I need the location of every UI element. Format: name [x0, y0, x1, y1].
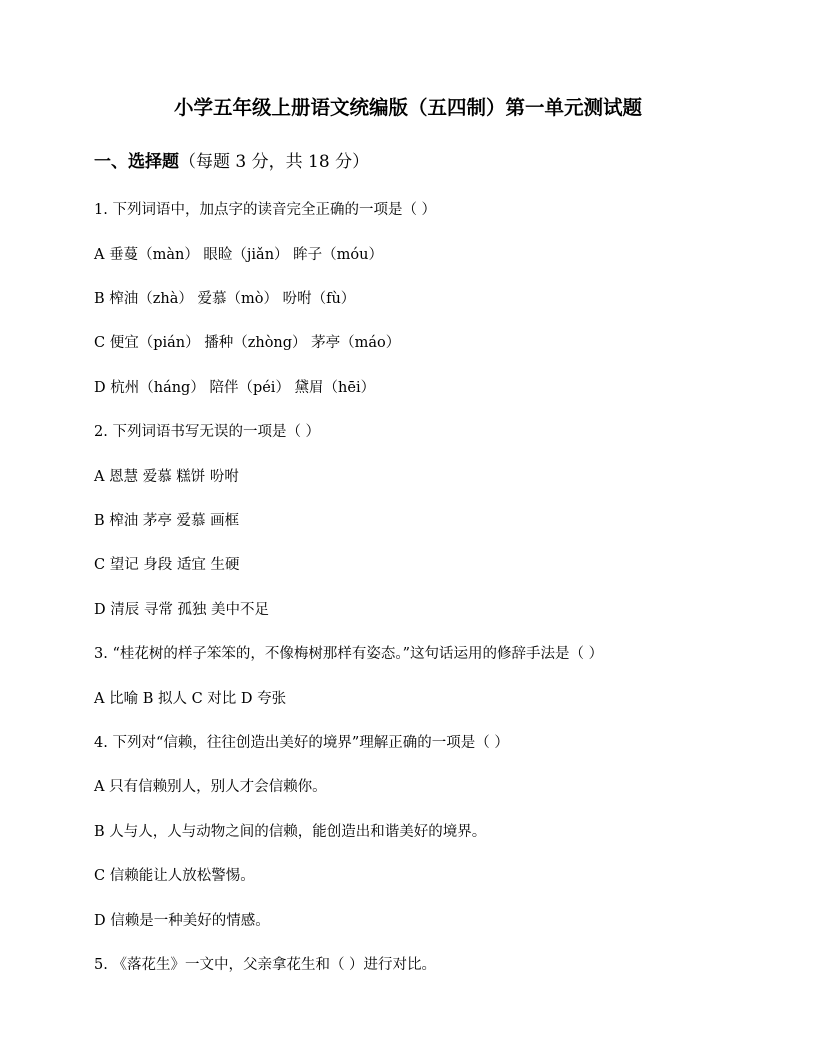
question-1-stem: 1. 下列词语中，加点字的读音完全正确的一项是（ ） — [94, 202, 437, 218]
question-3-options: A 比喻 B 拟人 C 对比 D 夸张 — [94, 691, 287, 707]
question-4-stem: 4. 下列对“信赖，往往创造出美好的境界”理解正确的一项是（ ） — [94, 735, 509, 751]
question-4-option-c: C 信赖能让人放松警惕。 — [94, 868, 255, 884]
question-4-option-b: B 人与人，人与动物之间的信赖，能创造出和谐美好的境界。 — [94, 824, 487, 840]
section-heading: 一、选择题 — [94, 152, 179, 172]
question-1-option-b: B 榨油（zhà） 爱慕（mò） 吩咐（fù） — [94, 291, 356, 307]
question-3-stem: 3. “桂花树的样子笨笨的，不像梅树那样有姿态。”这句话运用的修辞手法是（ ） — [94, 646, 604, 662]
question-2-option-d: D 清辰 寻常 孤独 美中不足 — [94, 602, 270, 618]
question-4-option-a: A 只有信赖别人，别人才会信赖你。 — [94, 779, 327, 795]
question-2-option-c: C 望记 身段 适宜 生硬 — [94, 557, 240, 573]
question-4-option-d: D 信赖是一种美好的情感。 — [94, 913, 270, 929]
question-5-stem: 5. 《落花生》一文中，父亲拿花生和（ ）进行对比。 — [94, 957, 437, 973]
document-title: 小学五年级上册语文统编版（五四制）第一单元测试题 — [173, 96, 642, 119]
question-1-option-d: D 杭州（háng） 陪伴（péi） 黛眉（hēi） — [94, 380, 376, 396]
question-2-option-b: B 榨油 茅亭 爱慕 画框 — [94, 513, 240, 529]
question-1-option-c: C 便宜（pián） 播种（zhòng） 茅亭（máo） — [94, 335, 401, 351]
question-2-option-a: A 恩慧 爱慕 糕饼 吩咐 — [94, 469, 239, 485]
question-1-option-a: A 垂蔓（màn） 眼睑（jiǎn） 眸子（móu） — [94, 247, 383, 263]
section-heading-block — [94, 149, 369, 175]
question-2-stem: 2. 下列词语书写无误的一项是（ ） — [94, 424, 321, 440]
section-score-note: （每题 3 分，共 18 分） — [179, 152, 370, 172]
